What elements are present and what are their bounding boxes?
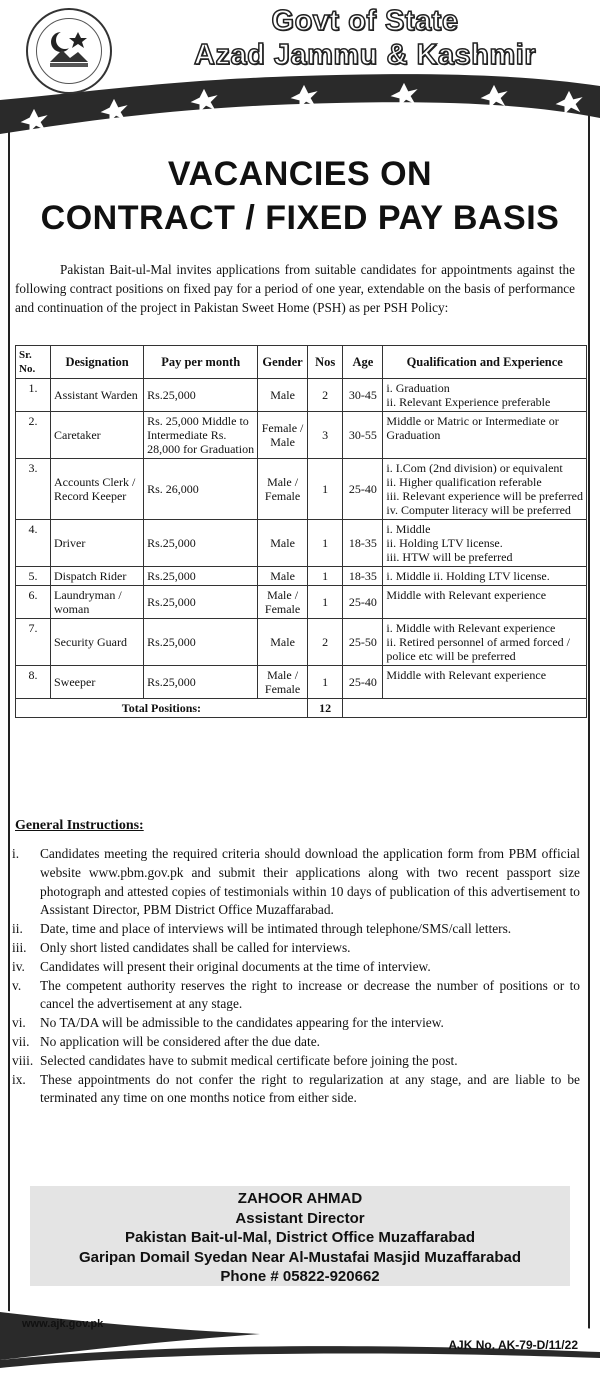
gender-cell: Female / Male [258, 412, 308, 459]
title-line2: CONTRACT / FIXED PAY BASIS [40, 199, 560, 237]
instruction-number: ii. [12, 921, 23, 937]
instruction-item [12, 958, 580, 977]
qualification-line: ii. Retired personnel of armed forced / [386, 635, 571, 649]
age-cell: 25-50 [343, 619, 383, 666]
table-row [16, 459, 587, 520]
table-row [16, 412, 587, 459]
instruction-item [12, 1052, 580, 1071]
qualification-cell [383, 666, 587, 699]
age-cell: 18-35 [343, 567, 383, 586]
header-banner [0, 0, 600, 140]
nos-cell: 2 [307, 379, 343, 412]
sr-cell: 6. [16, 586, 51, 619]
instruction-number: viii. [12, 1052, 34, 1068]
designation-cell: Driver [51, 520, 144, 567]
sr-cell: 2. [16, 412, 51, 459]
qualification-line: i. Middle ii. Holding LTV license. [386, 569, 550, 583]
age-cell: 30-55 [343, 412, 383, 459]
instruction-text: No TA/DA will be admissible to the candidates appearing for the interview. [40, 1015, 444, 1031]
nos-cell: 3 [307, 412, 343, 459]
qualification-cell [383, 619, 587, 666]
qualification-line: iv. Computer literacy will be preferred [386, 503, 571, 517]
nos-cell: 2 [307, 619, 343, 666]
sr-cell: 3. [16, 459, 51, 520]
qualification-line: i. Middle with Relevant experience [386, 621, 556, 635]
general-instructions-title: General Instructions: [15, 818, 144, 833]
qualification-line: iii. HTW will be preferred [386, 550, 513, 564]
header-sr: Sr. No. [16, 346, 51, 379]
qualification-cell [383, 586, 587, 619]
sr-cell: 1. [16, 379, 51, 412]
designation-cell: Dispatch Rider [51, 567, 144, 586]
page-title [0, 152, 600, 240]
qualification-cell [383, 567, 587, 586]
instruction-number: i. [12, 846, 20, 861]
qualification-line: iii. Relevant experience will be preferred [386, 489, 583, 503]
instructions-list [12, 845, 580, 1108]
qualification-line: ii. Relevant Experience preferable [386, 395, 551, 409]
qualification-line: Middle with Relevant experience [386, 588, 547, 602]
qualification-cell [383, 520, 587, 567]
gender-cell: Male [258, 379, 308, 412]
sr-cell: 4. [16, 520, 51, 567]
instruction-text: Only short listed candidates shall be called for interviews. [40, 939, 351, 955]
pay-cell: Rs.25,000 [144, 379, 258, 412]
nos-cell: 1 [307, 520, 343, 567]
instruction-item [12, 977, 580, 1015]
table-row [16, 379, 587, 412]
instruction-number: iii. [12, 939, 27, 955]
sr-cell: 8. [16, 666, 51, 699]
qualification-line: Graduation [386, 428, 441, 442]
qualification-cell [383, 379, 587, 412]
qualification-line: i. Middle [386, 522, 431, 536]
instruction-number: vi. [12, 1015, 26, 1031]
state-seal-logo [26, 8, 112, 94]
instruction-number: ix. [12, 1071, 26, 1087]
government-title [150, 4, 580, 72]
gender-cell: Male [258, 567, 308, 586]
signatory-address: Garipan Domail Syedan Near Al-Mustafai Masjid Muzaffarabad [78, 1248, 522, 1266]
instruction-text: Candidates meeting the required criteria should download the application form from PBM official website www.pbm.gov.pk and submit their applications along with two recent passport size photograph and attested copies of testimonials within 10 days of publication of this advertisement to Assistant Director, PBM District Office Muzaffarabad. [40, 846, 580, 918]
govt-line1: Govt of State [271, 5, 459, 37]
instruction-number: iv. [12, 958, 25, 974]
gender-cell: Male / Female [258, 666, 308, 699]
instruction-number: v. [12, 977, 22, 993]
pay-cell: Rs.25,000 [144, 619, 258, 666]
instruction-item [12, 939, 580, 958]
instruction-text: No application will be considered after the due date. [40, 1033, 320, 1049]
instruction-text: Selected candidates have to submit medical certificate before joining the post. [40, 1052, 458, 1068]
gender-cell: Male / Female [258, 459, 308, 520]
reference-number: AJK No. AK-79-D/11/22 [448, 1338, 578, 1352]
header-nos: Nos [307, 346, 343, 379]
pay-cell: Rs.25,000 [144, 520, 258, 567]
table-row [16, 586, 587, 619]
instruction-item [12, 1033, 580, 1052]
total-row [16, 699, 587, 718]
designation-cell: Security Guard [51, 619, 144, 666]
age-cell: 18-35 [343, 520, 383, 567]
header-designation: Designation [51, 346, 144, 379]
signatory-office: Pakistan Bait-ul-Mal, District Office Muzaffarabad [124, 1229, 476, 1246]
pay-cell: Rs. 25,000 Middle to Intermediate Rs. 28,000 for Graduation [144, 412, 258, 459]
qualification-line: Middle with Relevant experience [386, 668, 547, 682]
pay-cell: Rs.25,000 [144, 567, 258, 586]
signatory-name: ZAHOOR AHMAD [237, 1190, 363, 1207]
table-row [16, 666, 587, 699]
instruction-text: These appointments do not confer the right to regularization at any stage, and are liable to be terminated any time on one months notice from either side. [40, 1071, 580, 1106]
sr-cell: 5. [16, 567, 51, 586]
age-cell: 25-40 [343, 666, 383, 699]
qualification-line: ii. Holding LTV license. [386, 536, 503, 550]
instruction-item [12, 920, 580, 939]
vacancies-table [15, 345, 587, 718]
instruction-text: Date, time and place of interviews will be intimated through telephone/SMS/call letters. [40, 921, 512, 937]
pay-cell: Rs. 26,000 [144, 459, 258, 520]
signatory-phone: Phone # 05822-920662 [220, 1268, 380, 1285]
nos-cell: 1 [307, 666, 343, 699]
instruction-text: The competent authority reserves the right to increase or decrease the number of positions or to cancel the advertisement at any stage. [40, 977, 580, 1012]
signatory-designation: Assistant Director [235, 1209, 365, 1227]
age-cell: 25-40 [343, 459, 383, 520]
age-cell: 25-40 [343, 586, 383, 619]
qualification-cell [383, 459, 587, 520]
sr-cell: 7. [16, 619, 51, 666]
nos-cell: 1 [307, 459, 343, 520]
header-gender: Gender [258, 346, 308, 379]
table-row [16, 619, 587, 666]
pay-cell: Rs.25,000 [144, 586, 258, 619]
header-qualification: Qualification and Experience [383, 346, 587, 379]
table-header-row [16, 346, 587, 379]
total-value: 12 [307, 699, 343, 718]
header-age: Age [343, 346, 383, 379]
instruction-number: vii. [12, 1033, 30, 1049]
pay-cell: Rs.25,000 [144, 666, 258, 699]
designation-cell: Laundryman / woman [51, 586, 144, 619]
designation-cell: Assistant Warden [51, 379, 144, 412]
govt-line2: Azad Jammu & Kashmir [194, 39, 536, 71]
signature-block [30, 1186, 570, 1286]
qualification-line: ii. Higher qualification referable [386, 475, 542, 489]
designation-cell: Caretaker [51, 412, 144, 459]
total-label: Total Positions: [16, 699, 308, 718]
intro-paragraph: Pakistan Bait-ul-Mal invites applications from suitable candidates for appointments against the following contract positions on fixed pay for a period of one year, extendable on the basis of performance and continuation of the project in Pakistan Sweet Home (PSH) as per PSH Policy: [15, 262, 575, 315]
qualification-line: Middle or Matric or Intermediate or [386, 414, 559, 428]
qualification-line: i. I.Com (2nd division) or equivalent [386, 461, 563, 475]
header-pay: Pay per month [144, 346, 258, 379]
instruction-item [12, 1071, 580, 1109]
website-link[interactable]: www.ajk.gov.pk [22, 1318, 104, 1330]
designation-cell: Sweeper [51, 666, 144, 699]
designation-cell: Accounts Clerk / Record Keeper [51, 459, 144, 520]
nos-cell: 1 [307, 586, 343, 619]
gender-cell: Male [258, 619, 308, 666]
title-line1: VACANCIES ON [167, 155, 433, 193]
table-row [16, 567, 587, 586]
age-cell: 30-45 [343, 379, 383, 412]
qualification-line: police etc will be preferred [386, 649, 516, 663]
instruction-text: Candidates will present their original documents at the time of interview. [40, 958, 431, 974]
instruction-item [12, 1014, 580, 1033]
table-row [16, 520, 587, 567]
instruction-item [12, 845, 580, 920]
gender-cell: Male [258, 520, 308, 567]
qualification-cell [383, 412, 587, 459]
gender-cell: Male / Female [258, 586, 308, 619]
qualification-line: i. Graduation [386, 381, 450, 395]
nos-cell: 1 [307, 567, 343, 586]
